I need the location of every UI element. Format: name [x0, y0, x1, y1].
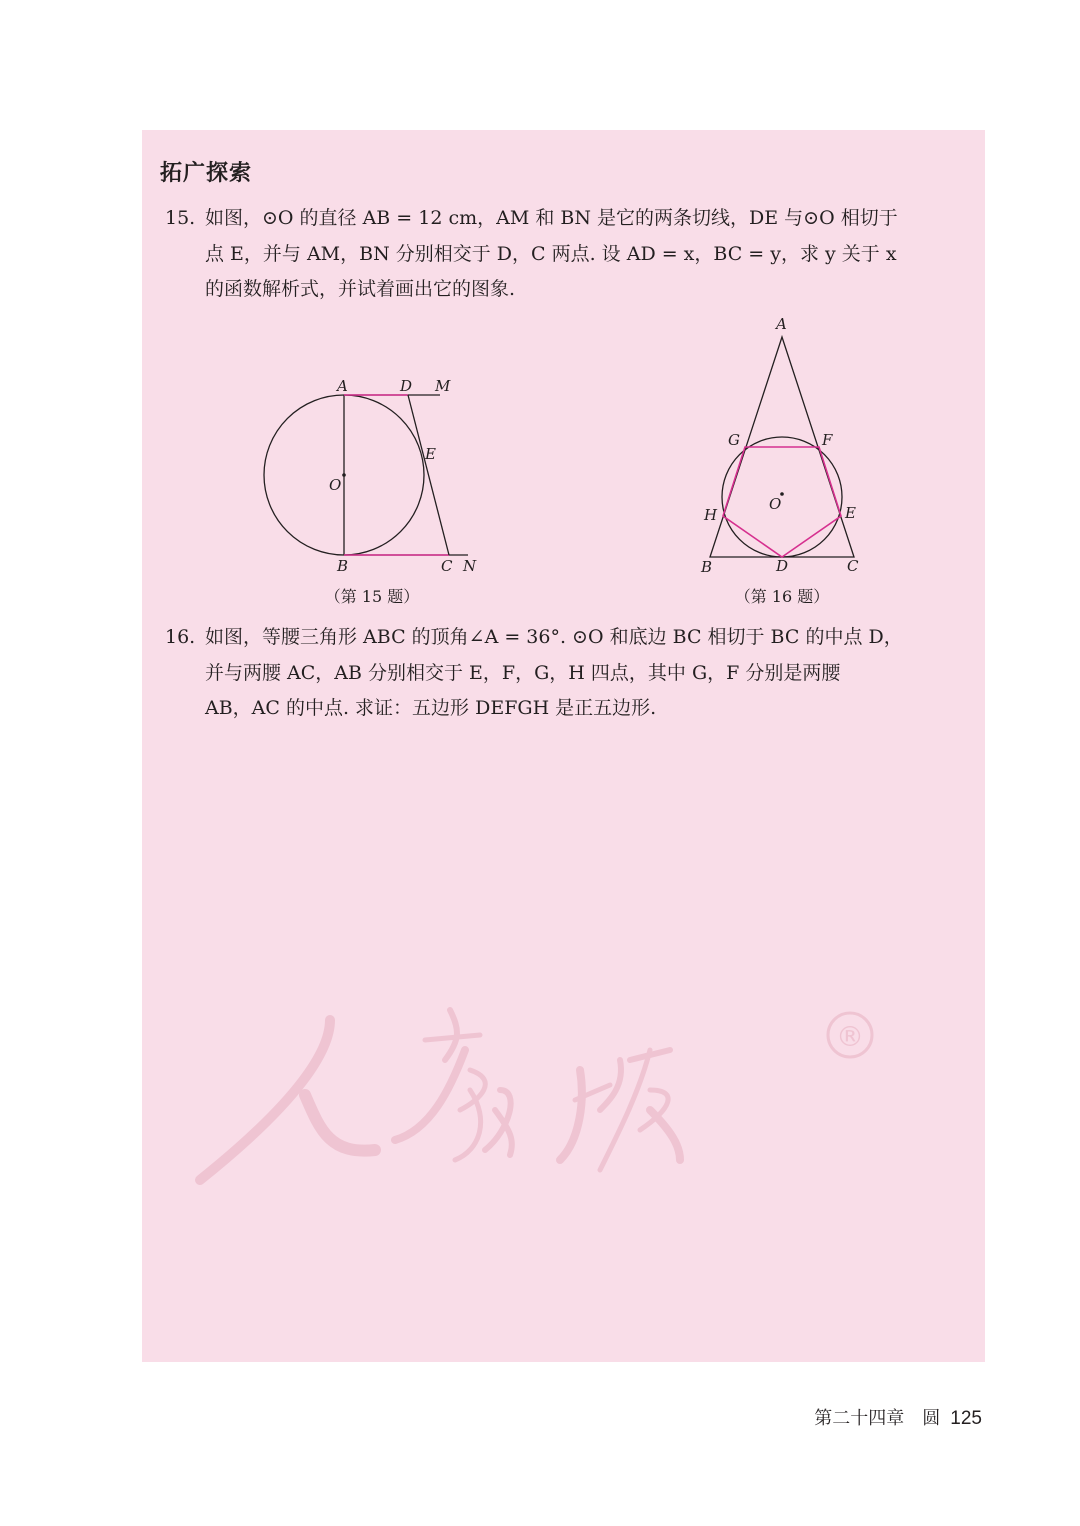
watermark-calligraphy-icon	[180, 990, 900, 1190]
svg-text:N: N	[463, 557, 477, 575]
svg-text:E: E	[425, 445, 436, 463]
chapter-topic: 圆	[922, 1408, 941, 1429]
section-title: 拓广探索	[160, 161, 253, 186]
figure-15-caption: （第 15 题）	[324, 587, 420, 606]
svg-text:C: C	[847, 557, 859, 575]
problem-text-line: AB，AC 的中点. 求证：五边形 DEFGH 是正五边形.	[205, 697, 657, 719]
svg-text:C: C	[441, 557, 453, 575]
figure-16-caption: （第 16 题）	[734, 587, 830, 606]
figure-16	[695, 312, 875, 582]
svg-text:B: B	[701, 558, 713, 576]
problem-text-line: 并与两腰 AC，AB 分别相交于 E，F，G，H 四点，其中 G，F 分别是两腰	[205, 661, 841, 684]
problem-16	[165, 620, 970, 727]
svg-text:M: M	[435, 377, 451, 395]
page-number: 125	[950, 1408, 982, 1429]
svg-text:B: B	[337, 557, 349, 575]
problem-text-line: 如图，⊙O 的直径 AB = 12 cm，AM 和 BN 是它的两条切线，DE 与⊙O 相切于	[205, 207, 898, 229]
svg-text:E: E	[845, 504, 856, 522]
svg-text:H: H	[704, 506, 718, 524]
svg-text:F: F	[822, 431, 833, 449]
svg-text:O: O	[329, 476, 342, 494]
problem-text-line: 如图，等腰三角形 ABC 的顶角∠A = 36°. ⊙O 和底边 BC 相切于 BC 的中点 D，	[205, 626, 903, 648]
chapter-label: 第二十四章	[814, 1408, 905, 1429]
svg-text:A: A	[337, 377, 348, 395]
svg-text:G: G	[728, 431, 740, 449]
figure-15	[255, 372, 495, 582]
svg-text:D: D	[776, 557, 789, 575]
svg-text:A: A	[776, 315, 787, 333]
figure-16-diagram	[695, 312, 875, 582]
registered-mark-icon: ®	[836, 1020, 864, 1053]
svg-text:O: O	[769, 495, 782, 513]
problem-text-line: 点 E，并与 AM，BN 分别相交于 D，C 两点. 设 AD = x，BC = y，求 y 关于 x	[205, 242, 897, 265]
publisher-watermark	[180, 990, 900, 1190]
problem-number: 16.	[165, 626, 196, 648]
page-footer	[814, 1404, 982, 1430]
problem-text-line: 的函数解析式，并试着画出它的图象.	[205, 278, 516, 300]
figure-15-diagram	[255, 372, 495, 582]
svg-text:D: D	[400, 377, 413, 395]
problem-number: 15.	[165, 207, 196, 229]
problem-15	[165, 201, 970, 308]
